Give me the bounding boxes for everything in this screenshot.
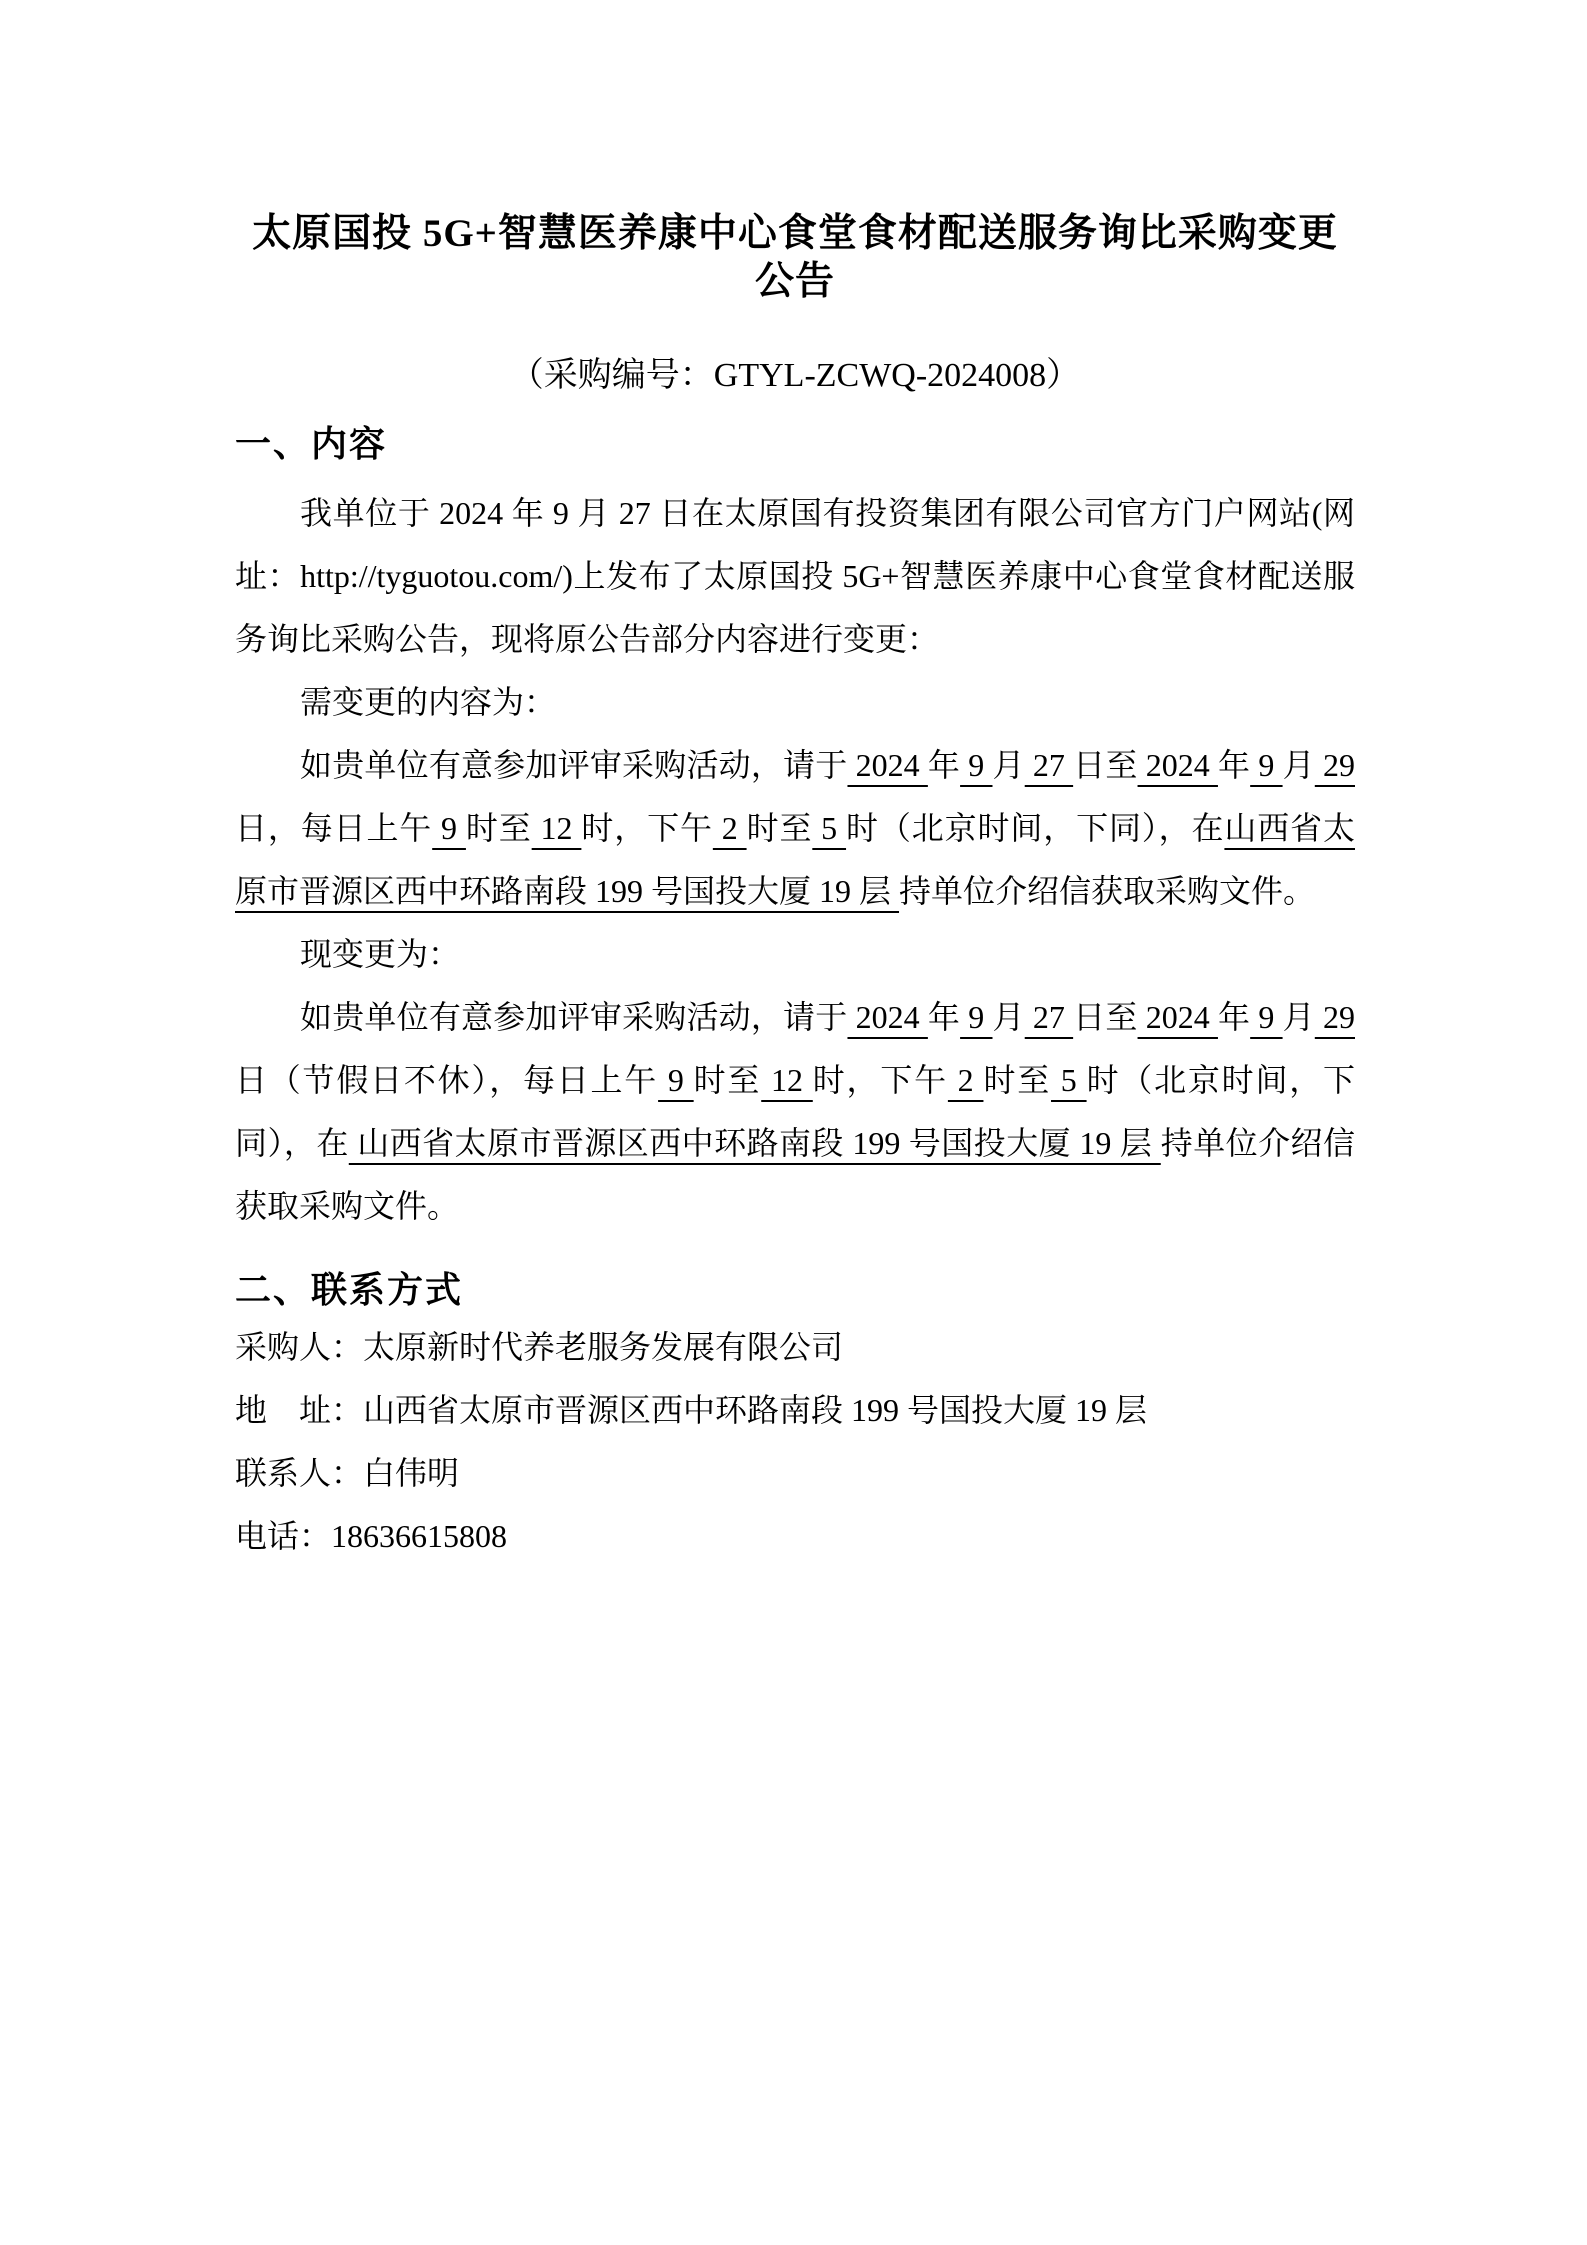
- text-run: 时至: [465, 810, 532, 846]
- paragraph-changed-terms: [235, 986, 1355, 1238]
- underlined-value: 2024: [1137, 747, 1218, 783]
- underlined-value: 12: [761, 1062, 813, 1098]
- text-run: 年: [1217, 999, 1251, 1035]
- text-run: 如贵单位有意参加评审采购活动，请于: [300, 747, 848, 783]
- section-content-heading: 一、内容: [235, 424, 388, 464]
- underlined-value: 5: [1051, 1062, 1087, 1098]
- contact-purchaser: 采购人：太原新时代养老服务发展有限公司: [235, 1329, 844, 1365]
- underlined-value: 2024: [847, 999, 928, 1035]
- underlined-value: 9: [960, 999, 993, 1035]
- text-run: 持单位介绍信获取采购文件。: [899, 873, 1316, 909]
- contact-address: 地 址：山西省太原市晋源区西中环路南段 199 号国投大厦 19 层: [235, 1392, 1148, 1428]
- text-run: 月: [1282, 747, 1315, 783]
- document-title: 太原国投 5G+智慧医养康中心食堂食材配送服务询比采购变更公告: [252, 212, 1338, 303]
- underlined-value: 12: [531, 810, 582, 846]
- procurement-number-subtitle: （采购编号：GTYL-ZCWQ-2024008）: [509, 357, 1081, 394]
- section-contact-heading: 二、联系方式: [235, 1270, 464, 1310]
- underlined-value: 2: [712, 810, 747, 846]
- text-run: 月: [992, 999, 1025, 1035]
- text-run: 如贵单位有意参加评审采购活动，请于: [300, 999, 848, 1035]
- text-run: 时至: [746, 810, 813, 846]
- paragraph-publish-notice: 我单位于 2024 年 9 月 27 日在太原国有投资集团有限公司官方门户网站(网址：http://tyguotou.com/)上发布了太原国投 5G+智慧医养康中心食堂食材配送服务询比采购公告，现将原公告部分内容进行变更：: [235, 495, 1355, 657]
- underlined-value: 9: [1250, 999, 1283, 1035]
- underlined-value: 27: [1024, 999, 1074, 1035]
- underlined-value: 29: [1314, 999, 1355, 1035]
- text-run: 持单位介绍信获取采购文件。: [235, 1125, 1355, 1224]
- text-run: 日（节假日不休），每日上午: [235, 1062, 659, 1098]
- underlined-value: 山西省太原市晋源区西中环路南段 199 号国投大厦 19 层: [348, 1125, 1161, 1161]
- text-run: 月: [992, 747, 1025, 783]
- text-run: 时（北京时间，下同），在: [846, 810, 1225, 846]
- contact-phone: 电话：18636615808: [235, 1518, 508, 1554]
- text-run: 时至: [983, 1062, 1052, 1098]
- underlined-value: 9: [960, 747, 993, 783]
- text-run: 年: [927, 999, 961, 1035]
- underlined-value: 9: [1250, 747, 1283, 783]
- underlined-value: 2: [947, 1062, 984, 1098]
- underlined-value: 27: [1024, 747, 1074, 783]
- text-run: 年: [1217, 747, 1251, 783]
- text-run: 日至: [1073, 747, 1138, 783]
- underlined-value: 2024: [847, 747, 928, 783]
- text-run: 时（北京时间，下同），在: [235, 1062, 1356, 1161]
- paragraph-original-terms: [235, 734, 1355, 923]
- underlined-value: 9: [658, 1062, 694, 1098]
- underlined-value: 5: [812, 810, 847, 846]
- text-run: 日，每日上午: [235, 810, 433, 846]
- text-run: 日至: [1073, 999, 1138, 1035]
- text-run: 年: [927, 747, 961, 783]
- text-run: 时，下午: [812, 1062, 948, 1098]
- underlined-value: 9: [432, 810, 466, 846]
- text-run: 月: [1282, 999, 1315, 1035]
- text-run: 时，下午: [581, 810, 713, 846]
- text-run: 时至: [693, 1062, 762, 1098]
- underlined-value: 山西省太原市晋源区西中环路南段 199 号国投大厦 19 层: [235, 810, 1355, 909]
- paragraph-changed-intro: 现变更为：: [300, 936, 461, 972]
- underlined-value: 2024: [1137, 999, 1218, 1035]
- contact-person: 联系人：白伟明: [235, 1455, 460, 1491]
- paragraph-change-needed-intro: 需变更的内容为：: [300, 684, 557, 720]
- underlined-value: 29: [1314, 747, 1355, 783]
